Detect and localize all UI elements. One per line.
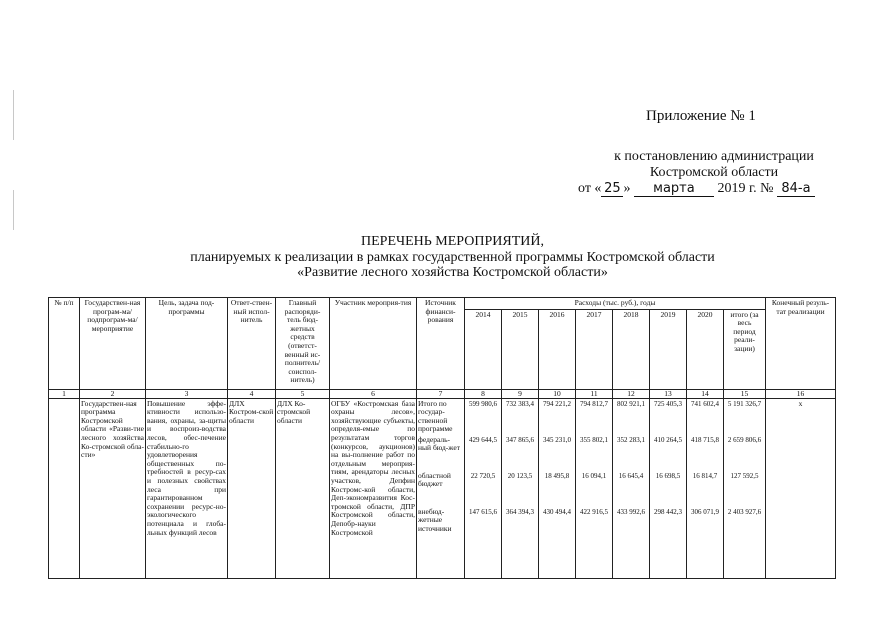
value: 741 602,4	[691, 399, 719, 408]
column-number: 3	[146, 389, 228, 398]
decree-line-2: Костромской области	[649, 165, 779, 180]
header-manager: Главный распоряди-тель бюд-жетных средств (ответст-венный ис-полнитель/ соиспол-нитель)	[276, 298, 330, 390]
decree-month: марта	[634, 181, 714, 197]
value: 16 698,5	[655, 471, 681, 480]
cell-sources	[417, 398, 465, 578]
value: 22 720,5	[470, 471, 496, 480]
column-number: 4	[228, 389, 276, 398]
header-year: 2014	[465, 309, 502, 389]
value: 16 645,4	[618, 471, 644, 480]
value: 422 916,5	[580, 507, 608, 516]
column-number: 5	[276, 389, 330, 398]
value: 127 592,5	[730, 471, 759, 480]
value: 802 921,1	[617, 399, 645, 408]
column-numbers-row	[49, 389, 836, 398]
column-number: 16	[766, 389, 836, 398]
date-prefix: от «	[578, 181, 602, 196]
decree-line-1: к постановлению администрации	[614, 149, 814, 164]
value: 429 644,5	[469, 435, 497, 444]
cell-manager: ДЛХ Ко-стромской области	[276, 398, 330, 578]
value: 794 812,7	[580, 399, 608, 408]
cell-goal: Повышение эффе-ктивности использо-вания, охраны, за-щиты и воспроиз-водства лесов, обес-печение стабильно-го удовлетворения общественных по-требностей в ресур-сах и полезных свойствах леса при гарантированном сохранении ресурс-но-экологического потенциала и глоба-льных функций лесов	[146, 398, 228, 578]
value: 355 802,1	[580, 435, 608, 444]
measures-table	[48, 297, 836, 579]
document-subtitle: планируемых к реализации в рамках государственной программы Костромской области	[190, 250, 715, 265]
cell-year-2020	[687, 398, 724, 578]
cell-year-2019	[650, 398, 687, 578]
value: 298 442,3	[654, 507, 682, 516]
column-number: 9	[502, 389, 539, 398]
cell-year-2016	[539, 398, 576, 578]
header-source: Источник финанси-рования	[417, 298, 465, 390]
cell-total	[724, 398, 766, 578]
value: 418 715,8	[691, 435, 719, 444]
value: 364 394,3	[506, 507, 534, 516]
value: 18 495,8	[544, 471, 570, 480]
value: 16 814,7	[692, 471, 718, 480]
decree-year: 2019 г. №	[717, 181, 774, 196]
cell-participant: ОГБУ «Костромская база охраны лесов», хозяйствующие субъекты, определя-емые по результатам торгов (конкурсов, аукционов) на вы-полнение работ по отдельным мероприя-тиям, арендаторы лесных участков, Депфин Костромс-кой области, Деп-экономразвития Кос-тромской области, ДПР Костромской области, Депобр-науки Костромской	[330, 398, 417, 578]
header-program: Государствен-ная програм-ма/подпрограм-ма/мероприятие	[80, 298, 146, 390]
cell-year-2017	[576, 398, 613, 578]
cell-year-2015	[502, 398, 539, 578]
value: 410 264,5	[654, 435, 682, 444]
value: 433 992,6	[617, 507, 645, 516]
header-year: 2019	[650, 309, 687, 389]
header-executor: Ответ-ствен-ный испол-нитель	[228, 298, 276, 390]
cell-year-2014	[465, 398, 502, 578]
decree-number: 84-а	[777, 181, 815, 197]
column-number: 6	[330, 389, 417, 398]
column-number: 14	[687, 389, 724, 398]
header-row	[49, 298, 836, 310]
column-number: 10	[539, 389, 576, 398]
header-year: 2016	[539, 309, 576, 389]
value: 2 403 927,6	[727, 507, 762, 516]
header-participant: Участник мероприя-тия	[330, 298, 417, 390]
scan-mark	[13, 190, 14, 230]
value: 147 615,6	[469, 507, 497, 516]
funding-source: областной бюджет	[418, 470, 451, 489]
header-year: 2017	[576, 309, 613, 389]
decree-day: 25	[601, 181, 623, 197]
header-year: 2018	[613, 309, 650, 389]
column-number: 7	[417, 389, 465, 398]
value: 725 405,3	[654, 399, 682, 408]
decree-reference	[566, 149, 862, 181]
funding-source: Итого по государ-ственной программе	[418, 398, 453, 434]
value: 2 659 806,6	[727, 435, 762, 444]
decree-date-line	[578, 181, 815, 197]
appendix-label: Приложение № 1	[646, 108, 756, 124]
header-total: итого (за весь период реали-зации)	[724, 309, 766, 389]
header-expenses: Расходы (тыс. руб.), годы	[465, 298, 766, 310]
column-number: 2	[80, 389, 146, 398]
value: 16 094,1	[581, 471, 607, 480]
column-number: 1	[49, 389, 80, 398]
column-number: 15	[724, 389, 766, 398]
header-result: Конечный резуль-тат реализации	[766, 298, 836, 390]
cell-year-2018	[613, 398, 650, 578]
column-number: 12	[613, 389, 650, 398]
value: 430 494,4	[543, 507, 571, 516]
value: 5 191 326,7	[727, 399, 762, 408]
date-mid: »	[623, 181, 631, 196]
cell-result: х	[766, 398, 836, 578]
program-name: «Развитие лесного хозяйства Костромской области»	[297, 265, 608, 280]
funding-source: федераль-ный бюд-жет	[418, 434, 460, 453]
cell-executor: ДЛХ Костром-ской области	[228, 398, 276, 578]
cell-num	[49, 398, 80, 578]
value: 599 980,6	[469, 399, 497, 408]
value: 352 283,1	[617, 435, 645, 444]
table-row	[49, 398, 836, 578]
column-number: 13	[650, 389, 687, 398]
value: 345 231,0	[543, 435, 571, 444]
column-number: 8	[465, 389, 502, 398]
header-year: 2015	[502, 309, 539, 389]
value: 347 865,6	[506, 435, 534, 444]
funding-source: внебюд-жетные источники	[418, 506, 452, 533]
header-num: № п/п	[49, 298, 80, 390]
scan-mark	[13, 90, 14, 140]
column-number: 11	[576, 389, 613, 398]
value: 732 383,4	[506, 399, 534, 408]
value: 20 123,5	[507, 471, 533, 480]
header-goal: Цель, задача под-программы	[146, 298, 228, 390]
cell-program: Государствен-ная программа Костромской области «Разви-тие лесного хозяйства Ко-стромской обла-сти»	[80, 398, 146, 578]
header-year: 2020	[687, 309, 724, 389]
value: 794 221,2	[543, 399, 571, 408]
document-title: ПЕРЕЧЕНЬ МЕРОПРИЯТИЙ,	[361, 234, 544, 249]
value: 306 071,9	[691, 507, 719, 516]
